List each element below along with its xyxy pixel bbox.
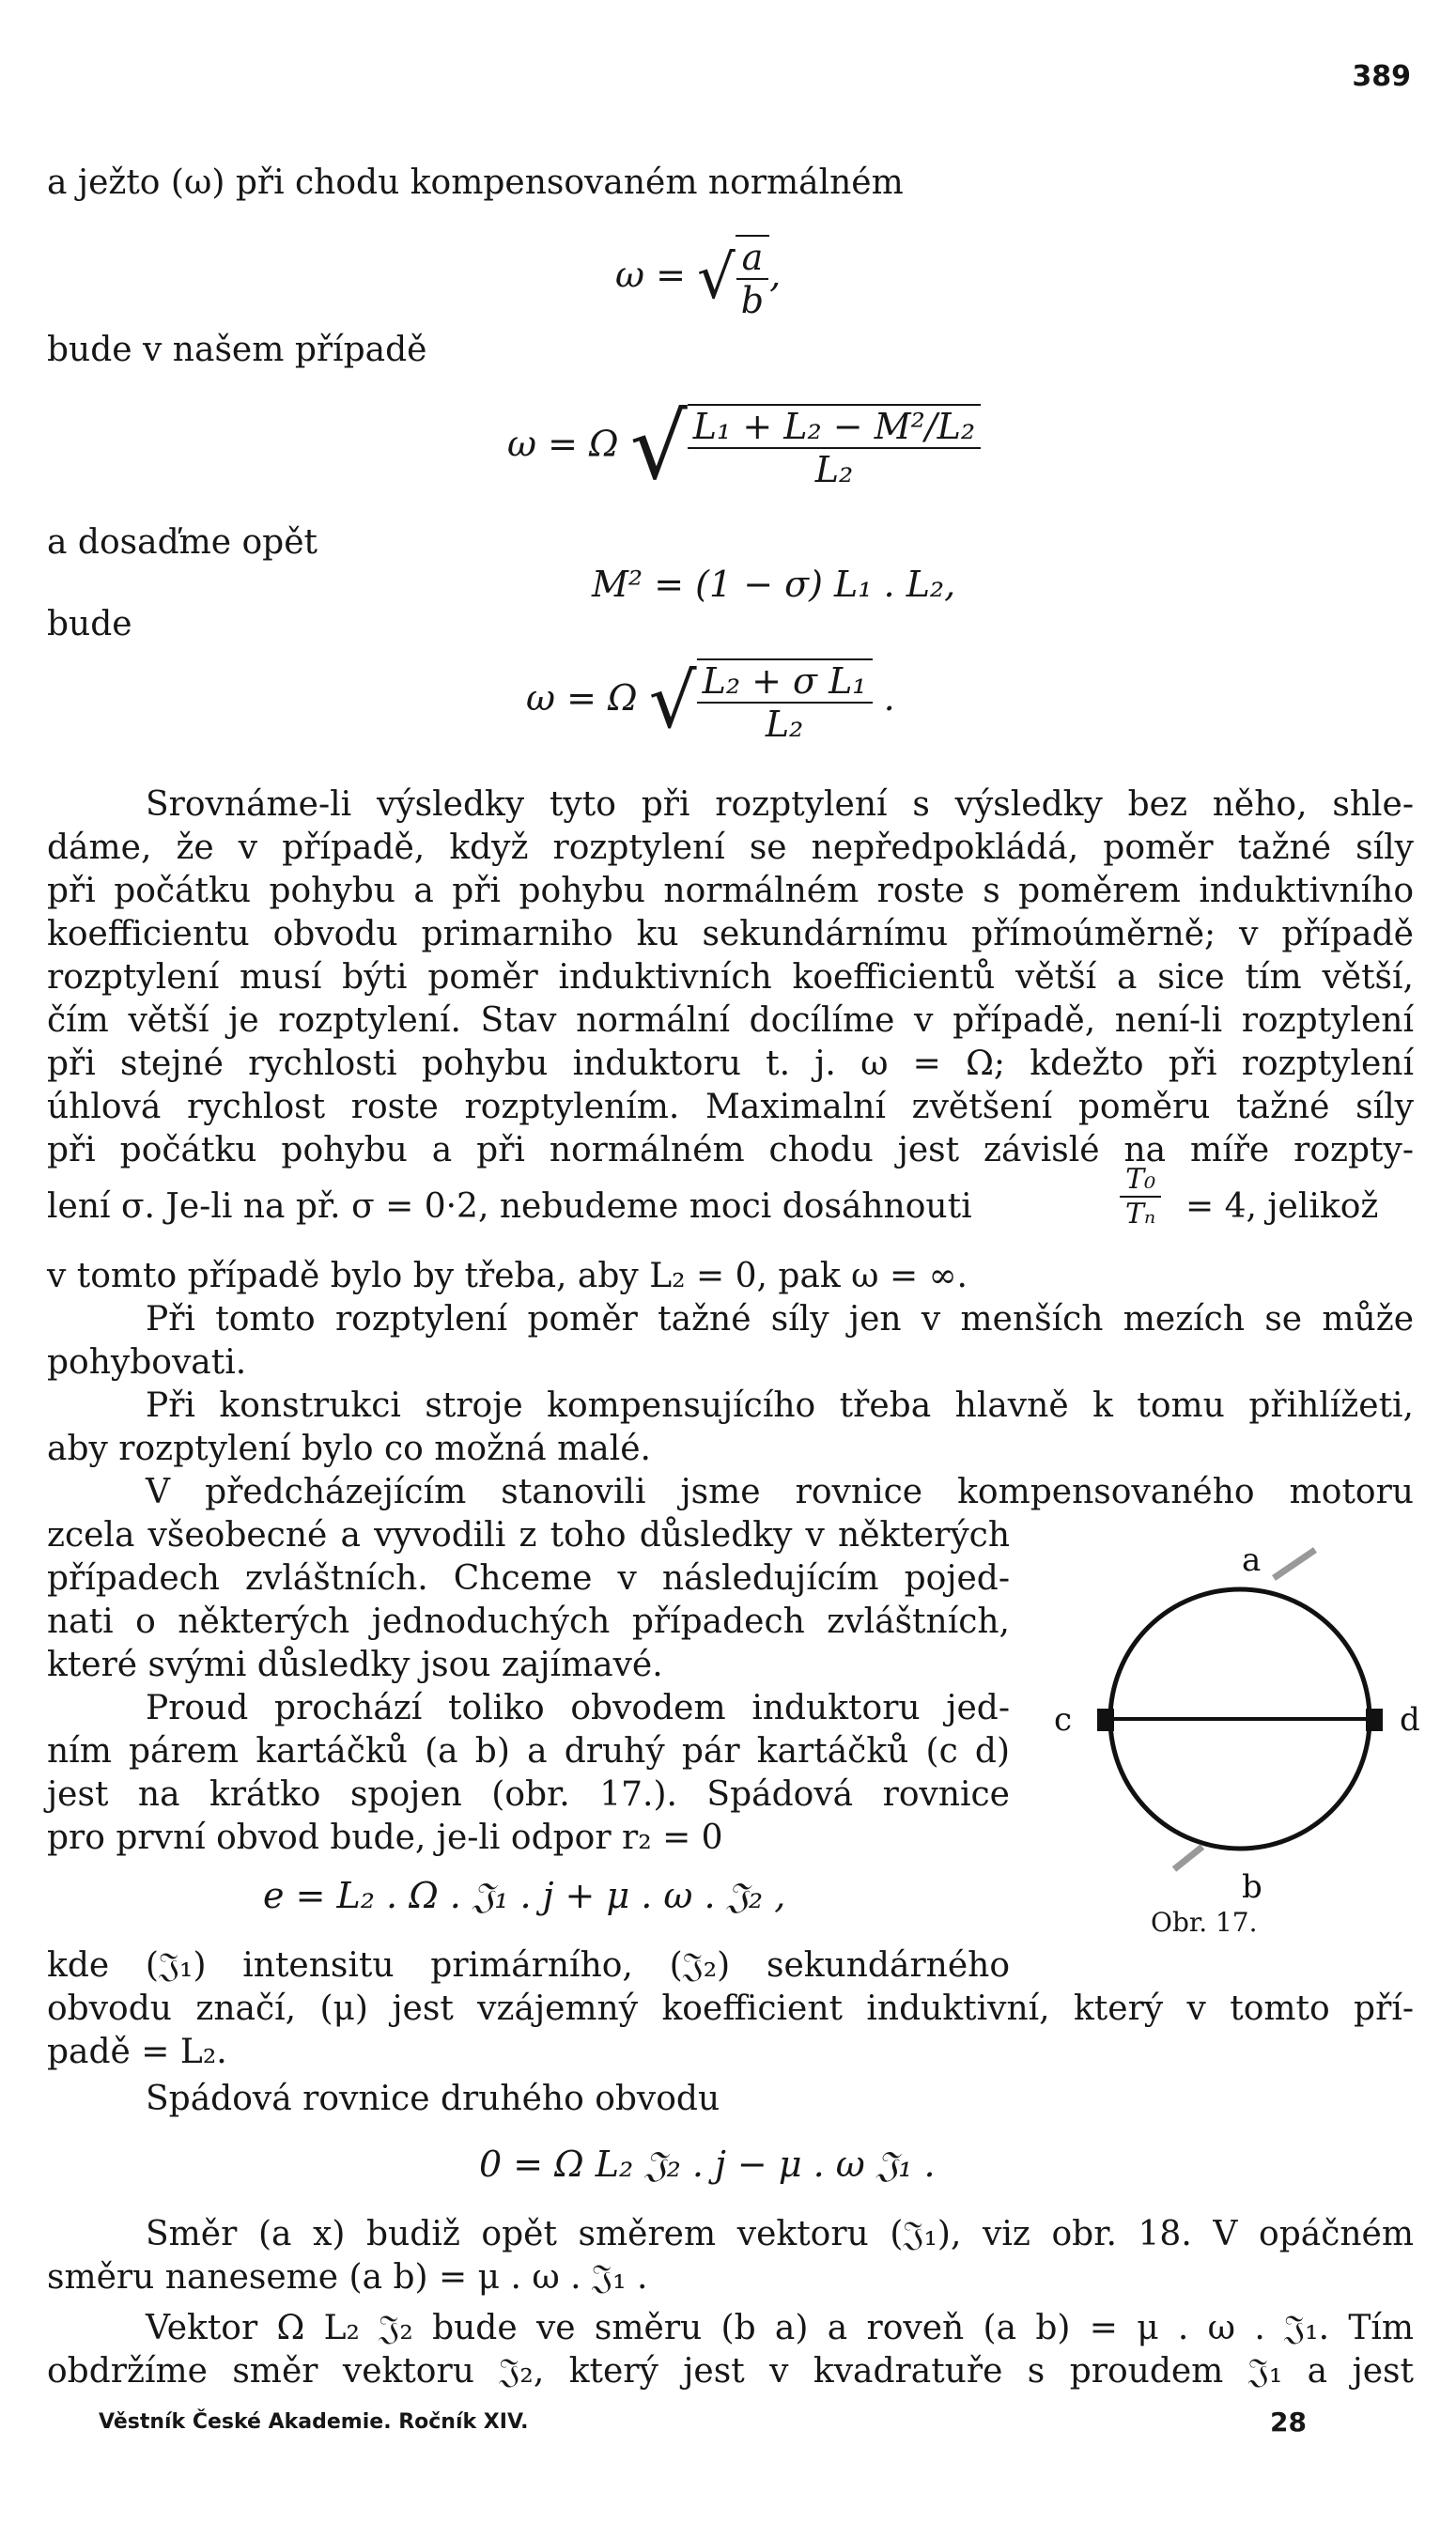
paragraph-line: Směr (a x) budiž opět směrem vektoru (𝔍₁), viz obr. 18. V opáčném (146, 2215, 1414, 2253)
paragraph-line: jest na krátko spojen (obr. 17.). Spádová rovnice (47, 1775, 1010, 1814)
label-b: b (1242, 1868, 1262, 1906)
paragraph-line: Při konstrukci stroje kompensujícího třeba hlavně k tomu přihlížeti, (146, 1386, 1414, 1425)
paragraph-line: kde (𝔍₁) intensitu primárního, (𝔍₂) sekundárného (47, 1946, 1010, 1985)
paragraph-line: aby rozptylení bylo co možná malé. (47, 1430, 651, 1468)
brush-a-axis (1274, 1550, 1315, 1578)
equation-first-circuit: e = L₂ . Ω . 𝔍₁ . j + μ . ω . 𝔍₂ , (263, 1875, 786, 1916)
equation-lhs: ω = Ω (507, 423, 619, 465)
fraction (1120, 1163, 1161, 1231)
paragraph-line: lení σ. Je-li na př. σ = 0·2, nebudeme moci dosáhnouti (47, 1187, 972, 1226)
paragraph-line: Srovnáme-li výsledky tyto při rozptylení s výsledky bez něho, shle- (146, 785, 1414, 824)
equation-omega-dispersion: ω = Ω √ $\frac{\text{L₂ + σ L₁}}{\text{L₂}}$ . (526, 658, 895, 745)
fraction-denominator: L₂ (814, 449, 854, 490)
paragraph-line: při stejné rychlosti pohybu induktoru t. j. ω = Ω; kdežto při rozptylení (47, 1045, 1414, 1083)
paragraph-line: Při tomto rozptylení poměr tažné síly jen v menších mezích se může (146, 1300, 1414, 1339)
paragraph-line: směru naneseme (a b) = μ . ω . 𝔍₁ . (47, 2258, 648, 2297)
paragraph-line: dáme, že v případě, když rozptylení se nepředpokládá, poměr tažné síly (47, 828, 1414, 867)
paragraph-line: pohybovati. (47, 1343, 247, 1382)
paragraph-line: ním párem kartáčků (a b) a druhý pár kartáčků (c d) (47, 1732, 1010, 1771)
equation-omega-sqrt: ω = √ $\frac{a}{b}$ , (615, 237, 782, 321)
text-line: bude (47, 605, 132, 643)
fraction-numerator: L₂ + σ L₁ (697, 660, 873, 704)
paragraph-line: při počátku pohybu a při pohybu normálném roste s poměrem induktivního (47, 872, 1414, 910)
footer-journal: Věstník České Akademie. Ročník XIV. (99, 2410, 529, 2434)
text-line: a ježto (ω) při chodu kompensovaném normálném (47, 163, 904, 202)
label-d: d (1400, 1701, 1420, 1739)
text-line: a dosaďme opět (47, 523, 318, 562)
paragraph-line: Spádová rovnice druhého obvodu (146, 2080, 720, 2118)
paragraph-line: obdržíme směr vektoru 𝔍₂, který jest v kvadratuře s proudem 𝔍₁ a jest (47, 2352, 1414, 2391)
fraction-numerator: T₀ (1120, 1163, 1161, 1198)
paragraph-line: = 4, jelikož (1185, 1187, 1379, 1226)
fraction (688, 404, 981, 490)
paragraph-line: nati o některých jednoduchých případech zvláštních, (47, 1602, 1010, 1641)
paragraph-line: koefficientu obvodu primarniho ku sekundárnímu přímoúměrně; v případě (47, 915, 1414, 953)
page-number: 389 (1352, 60, 1411, 93)
sqrt-sign: √ (629, 395, 688, 500)
fraction (697, 658, 873, 745)
fraction-numerator: a (736, 237, 769, 280)
paragraph-line: v tomto případě bylo by třeba, aby L₂ = 0, pak ω = ∞. (47, 1257, 968, 1295)
label-c: c (1054, 1701, 1073, 1739)
paragraph-line: pro první obvod bude, je-li odpor r₂ = 0 (47, 1819, 723, 1857)
fraction (736, 235, 769, 321)
brush-b-axis (1174, 1847, 1202, 1869)
sqrt-sign: √ (697, 243, 736, 313)
figure-caption: Obr. 17. (1151, 1907, 1258, 1938)
paragraph-line: při počátku pohybu a při normálném chodu jest závislé na míře rozpty- (47, 1131, 1414, 1169)
footer-signature-number: 28 (1270, 2407, 1307, 2438)
paragraph-line: zcela všeobecné a vyvodili z toho důsledky v některých (47, 1516, 1010, 1555)
paragraph-line: Vektor Ω L₂ 𝔍₂ bude ve směru (b a) a roveň (a b) = μ . ω . 𝔍₁. Tím (146, 2309, 1414, 2347)
equation-lhs: ω = (615, 254, 686, 296)
paragraph-line: které svými důsledky jsou zajímavé. (47, 1646, 663, 1684)
label-a: a (1242, 1541, 1262, 1579)
brush-d (1366, 1709, 1383, 1731)
brush-c (1097, 1709, 1114, 1731)
paragraph-line: případech zvláštních. Chceme v následujícím pojed- (47, 1559, 1010, 1598)
sqrt-sign: √ (648, 658, 697, 745)
equation-mutual-inductance: M² = (1 − σ) L₁ . L₂, (592, 564, 956, 605)
fraction-denominator: L₂ (765, 703, 804, 745)
paragraph-line: úhlová rychlost roste rozptylením. Maximalní zvětšení poměru tažné síly (47, 1088, 1414, 1126)
paragraph-line: obvodu značí, (μ) jest vzájemný koefficient induktivní, který v tomto pří- (47, 1989, 1414, 2028)
paragraph-line: rozptylení musí býti poměr induktivních koefficientů větší a sice tím větší, (47, 958, 1414, 997)
equation-omega-inductances (507, 395, 981, 500)
paragraph-line: padě = L₂. (47, 2033, 227, 2071)
fraction-denominator: Tₙ (1125, 1198, 1156, 1231)
fraction-numerator: L₁ + L₂ − M²/L₂ (688, 406, 981, 449)
text-line: bude v našem případě (47, 331, 427, 369)
equation-second-circuit: 0 = Ω L₂ 𝔍₂ . j − μ . ω 𝔍₁ . (479, 2144, 936, 2185)
fraction-denominator: b (740, 280, 765, 321)
paragraph-line: čím větší je rozptylení. Stav normální docílíme v případě, není-li rozptylení (47, 1001, 1414, 1040)
fraction-T (1120, 1163, 1161, 1231)
paragraph-line: Proud prochází toliko obvodem induktoru jed- (146, 1689, 1010, 1727)
figure-17-diagram (1033, 1522, 1447, 1954)
equation-lhs: ω = Ω (526, 677, 638, 719)
paragraph-line: V předcházejícím stanovili jsme rovnice kompensovaného motoru (146, 1473, 1414, 1511)
